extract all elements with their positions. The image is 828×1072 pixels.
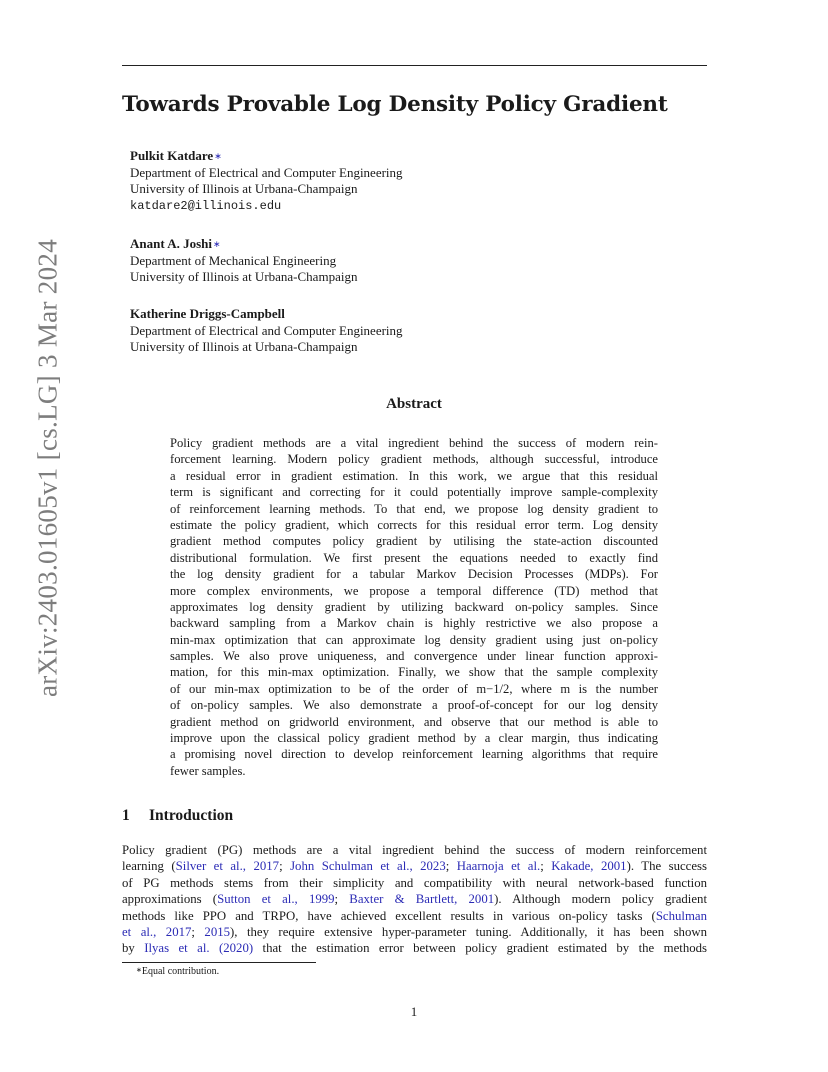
citation-link[interactable]: Ilyas et al. (2020) xyxy=(144,941,254,956)
equal-contribution-marker[interactable]: ∗ xyxy=(213,239,221,249)
abstract-heading: Abstract xyxy=(386,396,442,412)
section-number: 1 xyxy=(122,807,130,824)
author-block-3 xyxy=(130,306,550,356)
abstract-line: forcement learning. Modern policy gradient methods, although successful, introduce xyxy=(170,452,658,467)
intro-line: approximations (Sutton et al., 1999; Baxter & Bartlett, 2001). Although modern policy gradient xyxy=(122,892,707,907)
author-name: Pulkit Katdare∗ xyxy=(130,148,222,163)
abstract-line: approximates log density gradient by utilizing backward on-policy samples. Since xyxy=(170,599,658,614)
abstract-line: gradient method on gridworld environment, and observe that our method is able to xyxy=(170,714,658,729)
intro-line: by Ilyas et al. (2020) that the estimation error between policy gradient estimated by the methods xyxy=(122,941,707,956)
intro-line: et al., 2017; 2015), they require extensive hyper-parameter tuning. Additionally, it has been shown xyxy=(122,924,707,939)
footnote-text: Equal contribution. xyxy=(141,966,220,977)
abstract-line: of reinforcement learning methods. To that end, we propose log density gradient to xyxy=(170,501,658,516)
intro-line: learning (Silver et al., 2017; John Schulman et al., 2023; Haarnoja et al.; Kakade, 2001). The success xyxy=(122,859,707,874)
author-block-1 xyxy=(130,148,550,214)
abstract-line: term is significant and correcting for it could potentially improve sample-complexity xyxy=(170,485,658,500)
abstract-line: backward sampling from a Markov chain is highly restrictive we also propose a xyxy=(170,616,658,631)
abstract-body xyxy=(170,435,658,779)
footnote xyxy=(136,966,219,977)
citation-link[interactable]: Silver et al., 2017 xyxy=(175,859,280,874)
abstract-line: of our min-max optimization to be of the order of m−1/2, where m is the number xyxy=(170,681,658,696)
intro-line: methods like PPO and TRPO, have achieved excellent results in various on-policy tasks (Schulman xyxy=(122,908,707,923)
abstract-line: min-max optimization that can approximate log density gradient using just on-policy xyxy=(170,632,658,647)
footnote-marker: ∗ xyxy=(136,966,142,974)
citation-link[interactable]: Haarnoja et al. xyxy=(456,859,541,874)
abstract-line: mation, for this min-max optimization. Finally, we show that the sample complexity xyxy=(170,665,658,680)
abstract-line: a residual error in gradient estimation. In this work, we argue that this residual xyxy=(170,468,658,483)
author-affiliation-university: University of Illinois at Urbana-Champaign xyxy=(130,339,358,354)
abstract-line: gradient method computes policy gradient by utilising the state-action discounted xyxy=(170,534,658,549)
abstract-line: of on-policy samples. We also demonstrate a proof-of-concept for our log density xyxy=(170,698,658,713)
citation-link[interactable]: Schulman xyxy=(655,908,707,923)
abstract-line: samples. We also prove uniqueness, and convergence under linear function approxi- xyxy=(170,649,658,664)
citation-link[interactable]: Sutton et al., 1999 xyxy=(217,892,335,907)
arxiv-stamp: arXiv:2403.01605v1 [cs.LG] 3 Mar 2024 xyxy=(32,238,63,698)
citation-link[interactable]: John Schulman et al., 2023 xyxy=(290,859,446,874)
citation-link[interactable]: Kakade, 2001 xyxy=(551,859,627,874)
intro-line: Policy gradient (PG) methods are a vital ingredient behind the success of modern reinforcement xyxy=(122,843,707,857)
author-affiliation-department: Department of Mechanical Engineering xyxy=(130,252,337,268)
paper-title: Towards Provable Log Density Policy Gradient xyxy=(122,92,668,117)
page-number: 1 xyxy=(410,1004,418,1019)
abstract-line: more complex environments, we propose a temporal difference (TD) method that xyxy=(170,583,658,598)
author-name: Katherine Driggs-Campbell xyxy=(130,306,285,321)
author-affiliation-university: University of Illinois at Urbana-Champaign xyxy=(130,269,358,284)
equal-contribution-marker[interactable]: ∗ xyxy=(214,151,222,161)
abstract-line: Policy gradient methods are a vital ingredient behind the success of modern rein- xyxy=(170,436,658,450)
section-heading-introduction xyxy=(122,807,233,825)
citation-link[interactable]: 2015 xyxy=(204,924,231,939)
author-affiliation-university: University of Illinois at Urbana-Champaign xyxy=(130,181,358,196)
intro-line: of PG methods stems from their simplicity and compatibility with neural network-based function xyxy=(122,875,707,890)
top-rule xyxy=(122,65,707,66)
author-name: Anant A. Joshi∗ xyxy=(130,236,221,251)
author-block-2 xyxy=(130,236,550,286)
abstract-line: a promising novel direction to develop reinforcement learning algorithms that require xyxy=(170,747,658,762)
footnote-rule xyxy=(122,962,316,963)
abstract-line: estimate the policy gradient, which corrects for this residual error term. Log density xyxy=(170,517,658,532)
author-affiliation-department: Department of Electrical and Computer Engineering xyxy=(130,164,403,180)
introduction-body xyxy=(122,842,707,957)
abstract-line: fewer samples. xyxy=(170,763,246,778)
citation-link[interactable]: et al., 2017 xyxy=(122,924,192,939)
author-email[interactable]: katdare2@illinois.edu xyxy=(130,198,282,213)
section-title: Introduction xyxy=(149,807,234,824)
abstract-line: improve upon the classical policy gradient method by a clear margin, thus indicating xyxy=(170,731,658,746)
author-affiliation-department: Department of Electrical and Computer Engineering xyxy=(130,322,403,338)
abstract-line: the log density gradient for a tabular Markov Decision Processes (MDPs). For xyxy=(170,567,658,582)
citation-link[interactable]: Baxter & Bartlett, 2001 xyxy=(349,892,495,907)
abstract-line: distributional formulation. We first present the equations needed to exactly find xyxy=(170,550,658,565)
